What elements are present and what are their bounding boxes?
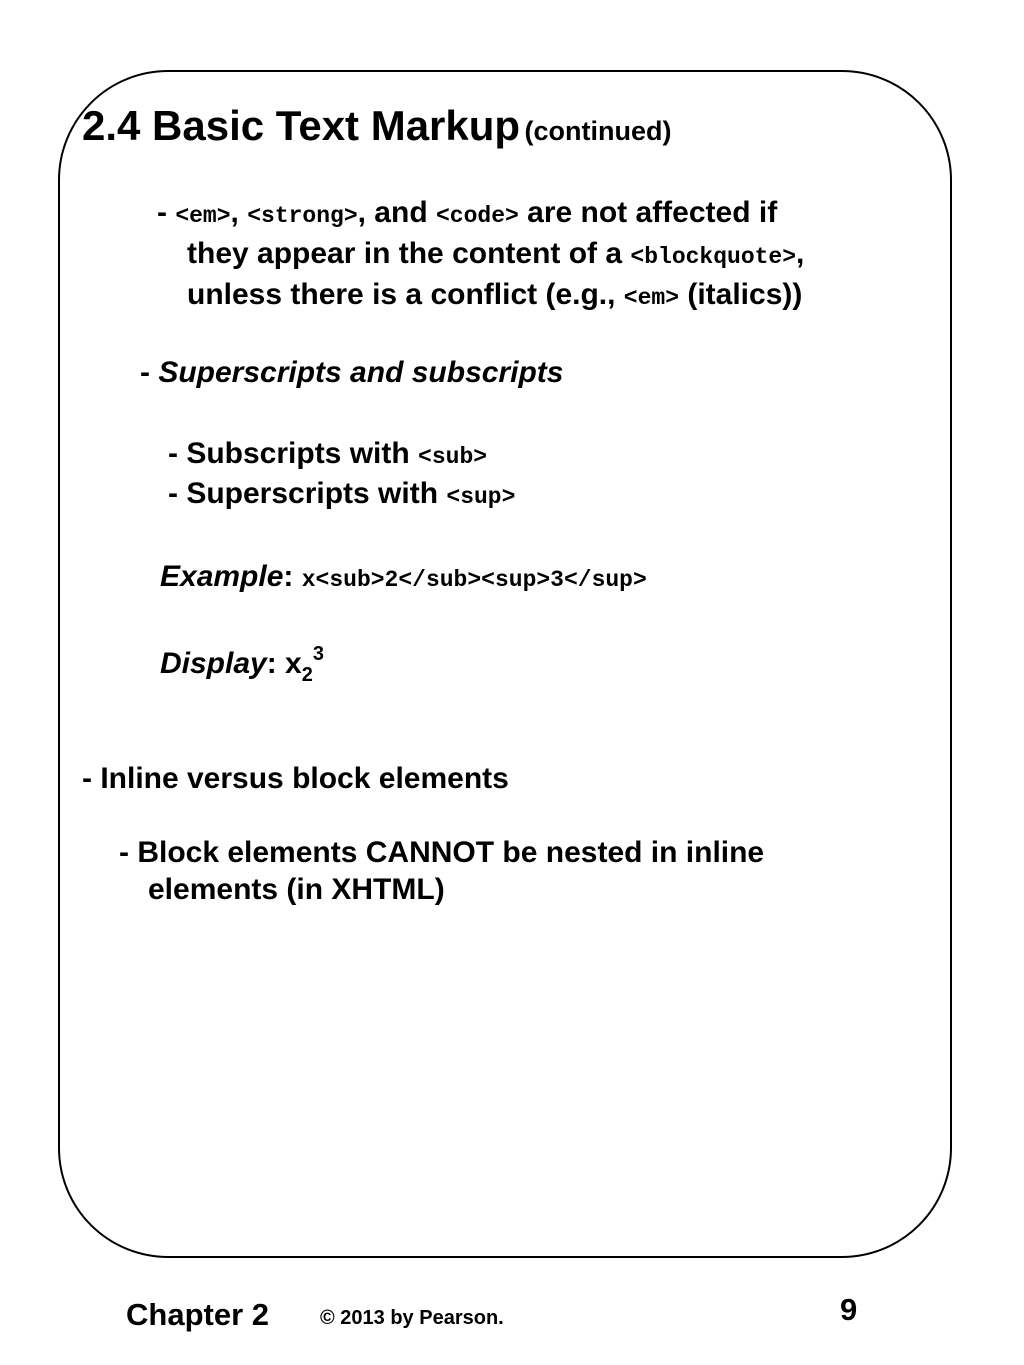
note-text: unless there is a conflict (e.g., bbox=[187, 278, 624, 311]
example-code: x<sub>2</sub><sup>3</sup> bbox=[301, 567, 647, 593]
code-code: <code> bbox=[435, 203, 519, 229]
note-text: are not affected if bbox=[518, 196, 778, 229]
superscripts-item bbox=[168, 477, 515, 511]
code-sub: <sub> bbox=[418, 444, 488, 470]
example-label: Example bbox=[160, 560, 284, 593]
note-text: , bbox=[796, 237, 805, 270]
superscripts-heading bbox=[140, 356, 563, 390]
footer-chapter: Chapter 2 bbox=[126, 1297, 269, 1332]
inline-block-item-line-2: elements (in XHTML) bbox=[148, 873, 445, 906]
separator: , bbox=[230, 196, 248, 229]
bullet-dash: - bbox=[140, 356, 159, 389]
separator: , and bbox=[357, 196, 436, 229]
note-line-3 bbox=[187, 278, 802, 312]
subscripts-item bbox=[168, 437, 487, 471]
slide-title bbox=[82, 102, 672, 150]
display-base: x bbox=[285, 647, 302, 680]
display-superscript: 3 bbox=[312, 643, 324, 665]
code-blockquote: <blockquote> bbox=[630, 244, 797, 270]
bullet-dash: - bbox=[157, 196, 176, 229]
title-suffix: (continued) bbox=[524, 116, 672, 146]
display-label: Display bbox=[160, 647, 267, 680]
title-main: 2.4 Basic Text Markup bbox=[82, 102, 521, 149]
note-text: (italics)) bbox=[679, 278, 803, 311]
colon: : bbox=[266, 647, 286, 680]
note-line-2 bbox=[187, 237, 804, 271]
example-line bbox=[160, 560, 647, 594]
display-subscript: 2 bbox=[301, 664, 313, 686]
colon: : bbox=[283, 560, 302, 593]
code-sup: <sup> bbox=[446, 484, 516, 510]
note-line-1 bbox=[157, 196, 777, 230]
page-number: 9 bbox=[840, 1292, 858, 1327]
inline-block-item-line-1: - Block elements CANNOT be nested in inline bbox=[119, 836, 765, 869]
code-em: <em> bbox=[623, 285, 680, 311]
code-strong: <strong> bbox=[247, 203, 358, 229]
inline-block-heading: - Inline versus block elements bbox=[82, 762, 509, 795]
code-em: <em> bbox=[175, 203, 231, 229]
note-text: they appear in the content of a bbox=[187, 237, 631, 270]
display-line bbox=[160, 643, 324, 687]
item-text: - Superscripts with bbox=[168, 477, 447, 510]
item-text: - Subscripts with bbox=[168, 437, 419, 470]
footer-copyright: © 2013 by Pearson. bbox=[320, 1307, 504, 1329]
heading-text: Superscripts and subscripts bbox=[158, 356, 564, 389]
